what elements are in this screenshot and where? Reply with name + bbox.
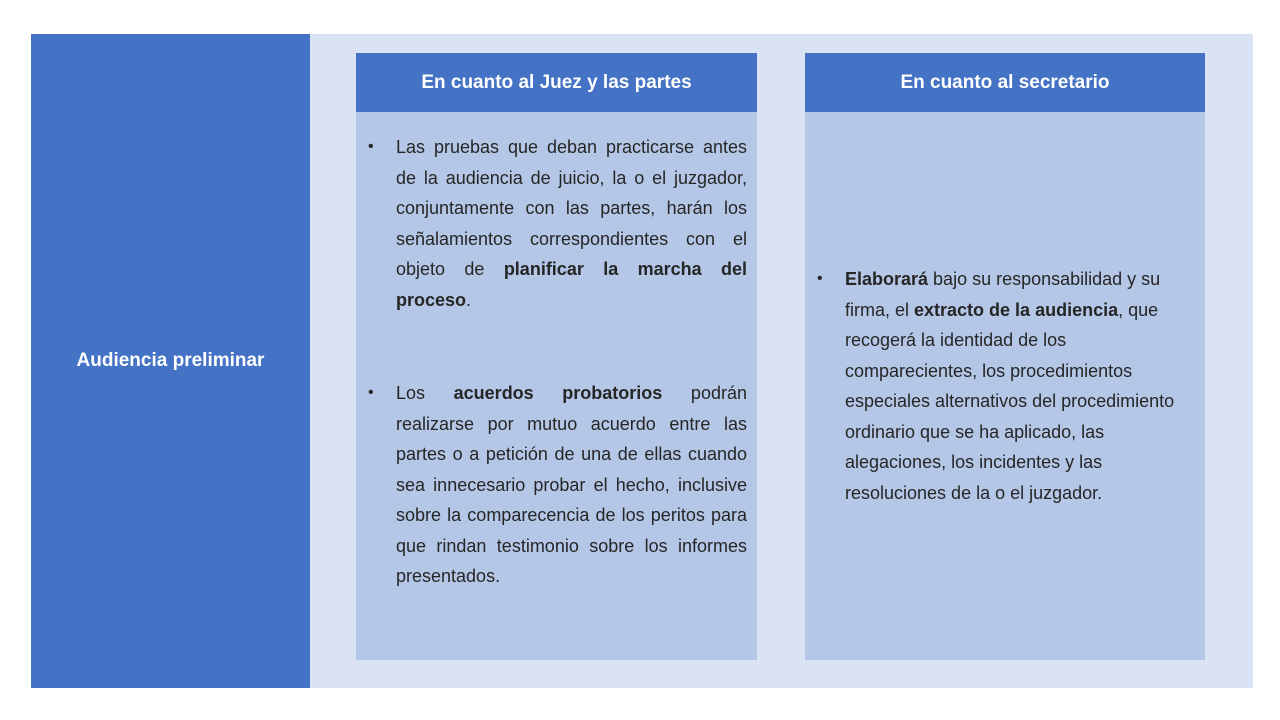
acuerdos-text-end: podrán realizarse por mutuo acuerdo entre las partes o a petición de una de ellas cuando sea innecesario probar el hecho, inclusive sobre la comparecencia de los peritos para que rindan testimonio sobre los informes presentados. xyxy=(396,383,747,586)
juez-partes-list xyxy=(368,132,747,592)
extracto-bold: extracto de la audiencia xyxy=(914,299,1119,320)
bullet-icon: • xyxy=(368,384,374,401)
acuerdos-text-start: Los xyxy=(396,383,454,403)
elaborara-text: bajo su responsabilidad y su firma, el xyxy=(845,269,1161,320)
acuerdos-bold: acuerdos probatorios xyxy=(453,383,663,403)
elaborara-bold: Elaborará xyxy=(845,269,929,289)
bullet-icon: • xyxy=(368,138,374,155)
elaborara-text-end: , que recogerá la identidad de los comparecientes, los procedimientos especiales alternativos del procedimiento ordinario que se ha aplicado, las alegaciones, los incidentes y las resoluciones de la o el juzgador. xyxy=(845,299,1175,503)
pruebas-bold: planificar la marcha del proceso xyxy=(396,259,747,310)
list-item-elaborara xyxy=(817,264,1191,508)
list-item-acuerdos xyxy=(368,378,747,592)
pruebas-end: . xyxy=(466,289,472,310)
secretario-header: En cuanto al secretario xyxy=(805,53,1205,112)
secretario-body xyxy=(805,112,1205,660)
juez-partes-body xyxy=(356,112,757,660)
bullet-icon: • xyxy=(817,270,823,287)
list-item-pruebas xyxy=(368,132,747,315)
audiencia-preliminar-label: Audiencia preliminar xyxy=(76,350,265,371)
pruebas-text: Las pruebas que deban practicarse antes de la audiencia de juicio, la o el juzgador, conjuntamente con las partes, harán los señalamientos correspondientes con el objeto de xyxy=(396,137,747,279)
juez-partes-header: En cuanto al Juez y las partes xyxy=(356,53,757,112)
secretario-list xyxy=(817,264,1191,508)
audiencia-preliminar-block xyxy=(31,34,310,688)
